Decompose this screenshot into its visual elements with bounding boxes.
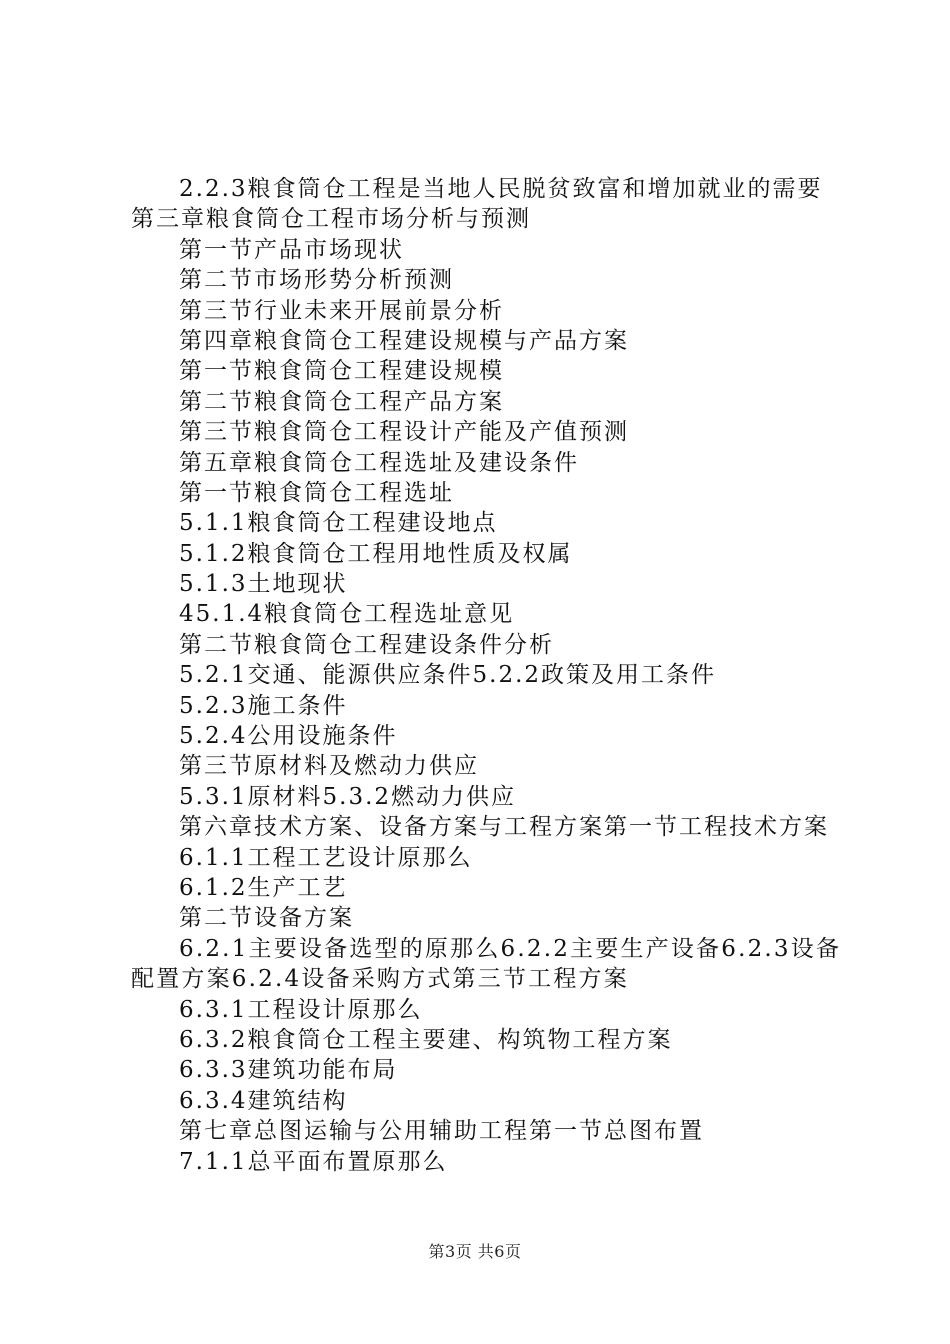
text-line: 第一节粮食筒仓工程选址 xyxy=(179,479,454,506)
text-line: 5.2.1交通、能源供应条件5.2.2政策及用工条件 xyxy=(179,662,717,689)
text-line: 6.1.1工程工艺设计原那么 xyxy=(179,844,473,871)
text-line: 5.2.4公用设施条件 xyxy=(179,723,398,750)
text-line: 45.1.4粮食筒仓工程选址意见 xyxy=(179,601,515,628)
text-line: 6.3.2粮食筒仓工程主要建、构筑物工程方案 xyxy=(179,1026,673,1053)
text-line: 第五章粮食筒仓工程选址及建设条件 xyxy=(179,449,579,476)
text-line: 5.1.3土地现状 xyxy=(179,571,348,598)
text-line: 6.3.4建筑结构 xyxy=(179,1087,348,1114)
text-line: 第二节市场形势分析预测 xyxy=(179,267,454,294)
text-line: 5.2.3施工条件 xyxy=(179,692,348,719)
text-line: 第二节设备方案 xyxy=(179,905,354,932)
text-line: 6.1.2生产工艺 xyxy=(179,874,348,901)
text-line: 第六章技术方案、设备方案与工程方案第一节工程技术方案 xyxy=(179,814,829,841)
document-body xyxy=(131,174,851,1177)
text-line: 第四章粮食筒仓工程建设规模与产品方案 xyxy=(179,327,629,354)
text-line: 第三节行业未来开展前景分析 xyxy=(179,297,504,324)
text-line: 7.1.1总平面布置原那么 xyxy=(179,1148,448,1175)
text-line: 5.1.2粮食筒仓工程用地性质及权属 xyxy=(179,540,573,567)
text-line: 第三节原材料及燃动力供应 xyxy=(179,753,479,780)
text-line: 6.3.3建筑功能布局 xyxy=(179,1057,398,1084)
text-line: 6.3.1工程设计原那么 xyxy=(179,996,423,1023)
text-line: 第二节粮食筒仓工程产品方案 xyxy=(179,388,504,415)
text-line: 5.3.1原材料5.3.2燃动力供应 xyxy=(179,783,517,810)
page-footer: 第3页 共6页 xyxy=(428,1242,522,1261)
text-line: 第二节粮食筒仓工程建设条件分析 xyxy=(179,631,554,658)
text-line: 第三节粮食筒仓工程设计产能及产值预测 xyxy=(179,419,629,446)
text-line: 第七章总图运输与公用辅助工程第一节总图布置 xyxy=(179,1118,704,1145)
text-line: 6.2.1主要设备选型的原那么6.2.2主要生产设备6.2.3设备配置方案6.2.4设备采购方式第三节工程方案 xyxy=(131,935,842,993)
text-line: 第一节产品市场现状 xyxy=(179,236,404,263)
text-line: 2.2.3粮食筒仓工程是当地人民脱贫致富和增加就业的需要 xyxy=(179,176,823,202)
text-line: 5.1.1粮食筒仓工程建设地点 xyxy=(179,510,498,537)
text-line: 第一节粮食筒仓工程建设规模 xyxy=(179,358,504,385)
text-line: 第三章粮食筒仓工程市场分析与预测 xyxy=(131,206,531,233)
